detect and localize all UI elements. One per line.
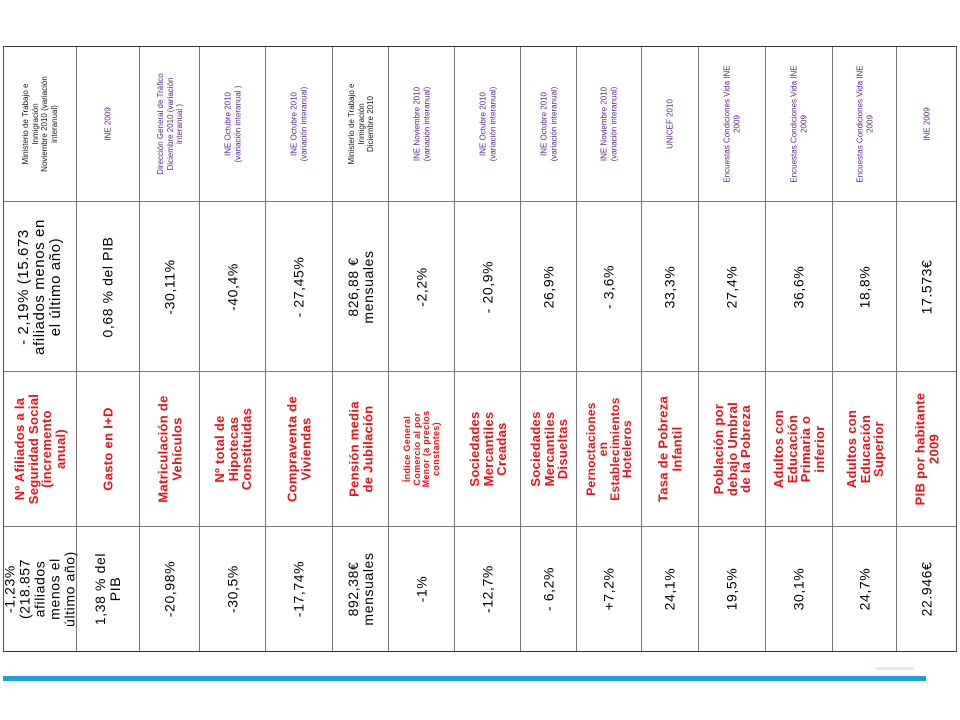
table-column [455, 47, 521, 651]
source-text: INE Octubre 2010 (variación interanual) [478, 86, 497, 162]
previous-text: -12,7% [479, 565, 495, 613]
value-text: 18,8% [856, 265, 872, 308]
indicator-cell [200, 372, 265, 527]
table-column [577, 47, 642, 651]
table-column [389, 47, 455, 651]
indicator-text: Compraventa de Viviendas [284, 395, 313, 503]
previous-text: +7,2% [600, 567, 617, 611]
source-cell [389, 47, 454, 202]
previous-text: -1,23% (218.857 afiliados menos el último año) [1, 551, 78, 627]
previous-cell [766, 527, 832, 651]
value-text: - 27,45% [290, 256, 307, 317]
previous-cell [897, 527, 956, 651]
value-cell [4, 202, 76, 372]
table-column [766, 47, 833, 651]
previous-cell [455, 527, 520, 651]
previous-text: 30,1% [790, 567, 807, 611]
value-text: - 20,9% [479, 260, 495, 313]
previous-text: 892,38€ mensuales [344, 552, 376, 626]
previous-text: -20,98% [161, 560, 177, 618]
table-column [266, 47, 333, 651]
value-cell [389, 202, 454, 372]
previous-cell [140, 527, 199, 651]
value-cell [455, 202, 520, 372]
indicator-text: Nº total de Hipotecas Constituidas [211, 407, 254, 491]
source-cell [4, 47, 76, 202]
indicator-text: Sociedades Mercantiles Disueltas [527, 411, 570, 487]
source-text: INE 2009 [921, 107, 931, 141]
indicator-text: Gasto en I+D [100, 407, 116, 491]
indicator-cell [266, 372, 332, 527]
previous-cell [521, 527, 576, 651]
value-cell [77, 202, 139, 372]
indicator-text: Adultos con Educación Primaria o inferior [771, 409, 827, 489]
indicator-cell [699, 372, 765, 527]
previous-text: 22.946€ [918, 561, 934, 617]
value-text: -2,2% [413, 266, 429, 307]
source-cell [200, 47, 265, 202]
source-text: INE 2009 [103, 107, 113, 141]
previous-cell [200, 527, 265, 651]
source-text: Dirección General de Tráfico Diciembre 2010 (variación interanual ) [155, 73, 184, 175]
table-column [77, 47, 140, 651]
value-cell [642, 202, 698, 372]
value-cell [333, 202, 388, 372]
value-cell [140, 202, 199, 372]
indicator-cell [333, 372, 388, 527]
source-text: Encuestas Condiciones Vida INE 2009 [855, 65, 874, 183]
source-text: INE Octubre 2010 (variación interanual) [289, 86, 308, 162]
indicator-text: Tasa de Pobreza Infantil [655, 395, 684, 503]
value-text: 17.573€ [918, 259, 934, 314]
indicator-cell [389, 372, 454, 527]
value-text: 0,68 % del PIB [99, 236, 116, 338]
indicator-text: Índice General Comercio al por Menor (a precios constantes) [401, 410, 440, 488]
previous-text: 1,38 % del PIB [92, 552, 123, 626]
source-text: INE Noviembre 2010 (variación interanual) [412, 86, 431, 162]
indicator-cell [833, 372, 896, 527]
previous-cell [642, 527, 698, 651]
previous-cell [77, 527, 139, 651]
value-cell [266, 202, 332, 372]
indicator-cell [642, 372, 698, 527]
previous-text: -1% [413, 575, 429, 603]
table-column [140, 47, 200, 651]
indicator-cell [897, 372, 956, 527]
previous-text: 19,5% [723, 567, 740, 611]
indicator-text: Sociedades Mercantiles Creadas [466, 411, 509, 487]
indicator-cell [521, 372, 576, 527]
value-text: 826,88 € mensuales [344, 249, 376, 324]
previous-text: 24,7% [856, 567, 872, 611]
value-cell [521, 202, 576, 372]
source-cell [897, 47, 956, 202]
previous-cell [389, 527, 454, 651]
value-text: 26,9% [540, 265, 556, 308]
source-text: Encuestas Condiciones Vida INE 2009 [789, 65, 808, 183]
source-text: Encuestas Condiciones Vida INE 2009 [722, 65, 741, 183]
previous-text: -17,74% [290, 560, 307, 618]
previous-cell [699, 527, 765, 651]
source-cell [766, 47, 832, 202]
data-table [3, 46, 957, 652]
source-text: INE Noviembre 2010 (variación interanual) [599, 86, 618, 162]
value-cell [577, 202, 641, 372]
source-text: INE Octubre 2010 (variación interanual) [539, 86, 558, 162]
value-text: - 2,19% (15.673 afiliados menos en el último año) [15, 218, 64, 355]
value-cell [200, 202, 265, 372]
indicator-cell [455, 372, 520, 527]
indicator-cell [766, 372, 832, 527]
table-column [521, 47, 577, 651]
indicator-cell [77, 372, 139, 527]
table-column [897, 47, 956, 651]
indicator-text: Matriculación de Vehículos [155, 395, 184, 503]
indicator-text: Pernoctaciones en Establecimientos Hoteleros [584, 397, 634, 501]
source-cell [140, 47, 199, 202]
source-cell [577, 47, 641, 202]
value-cell [897, 202, 956, 372]
source-text: Ministerio de Trabajo e Inmigración Noviembre 2010 (variación interanual) [21, 76, 59, 172]
source-cell [699, 47, 765, 202]
source-cell [455, 47, 520, 202]
source-text: UNICEF 2010 [665, 99, 675, 149]
table-column [642, 47, 699, 651]
indicator-cell [140, 372, 199, 527]
source-text: Ministerio de Trabajo e Inmigración Diciembre 2010 [346, 83, 375, 165]
value-text: 36,6% [790, 265, 807, 308]
value-text: - 3,6% [600, 264, 617, 309]
source-text: INE Octubre 2010 (variación interanual ) [223, 85, 242, 163]
source-cell [642, 47, 698, 202]
table-column [200, 47, 266, 651]
value-text: -40,4% [224, 262, 240, 311]
previous-text: - 6,2% [540, 566, 556, 612]
previous-cell [333, 527, 388, 651]
value-text: 33,3% [661, 265, 678, 308]
indicator-text: PIB por habitante 2009 [912, 392, 941, 506]
indicator-text: Población por debajo Umbral de la Pobreza [710, 401, 753, 497]
footer-accent-mark [876, 667, 914, 670]
source-cell [266, 47, 332, 202]
previous-text: 24,1% [661, 567, 678, 611]
indicator-text: Pensión media de Jubilación [346, 401, 375, 497]
table-column [699, 47, 766, 651]
previous-cell [266, 527, 332, 651]
source-cell [333, 47, 388, 202]
previous-cell [833, 527, 896, 651]
indicator-cell [4, 372, 76, 527]
table-column [1, 47, 78, 651]
source-cell [521, 47, 576, 202]
source-cell [77, 47, 139, 202]
indicator-text: Adultos con Educación Superior [843, 409, 886, 489]
value-text: 27,4% [723, 265, 740, 308]
source-cell [833, 47, 896, 202]
value-cell [766, 202, 832, 372]
value-cell [833, 202, 896, 372]
value-cell [699, 202, 765, 372]
previous-cell [577, 527, 641, 651]
previous-text: -30,5% [224, 565, 240, 613]
value-text: -30,11% [161, 258, 177, 315]
indicator-text: Nº Afiliados a la Seguridad Social (incremento anual) [12, 393, 68, 505]
table-column [333, 47, 389, 651]
indicator-cell [577, 372, 641, 527]
table-column [833, 47, 897, 651]
previous-cell [1, 527, 78, 651]
footer-accent-bar [3, 676, 926, 681]
